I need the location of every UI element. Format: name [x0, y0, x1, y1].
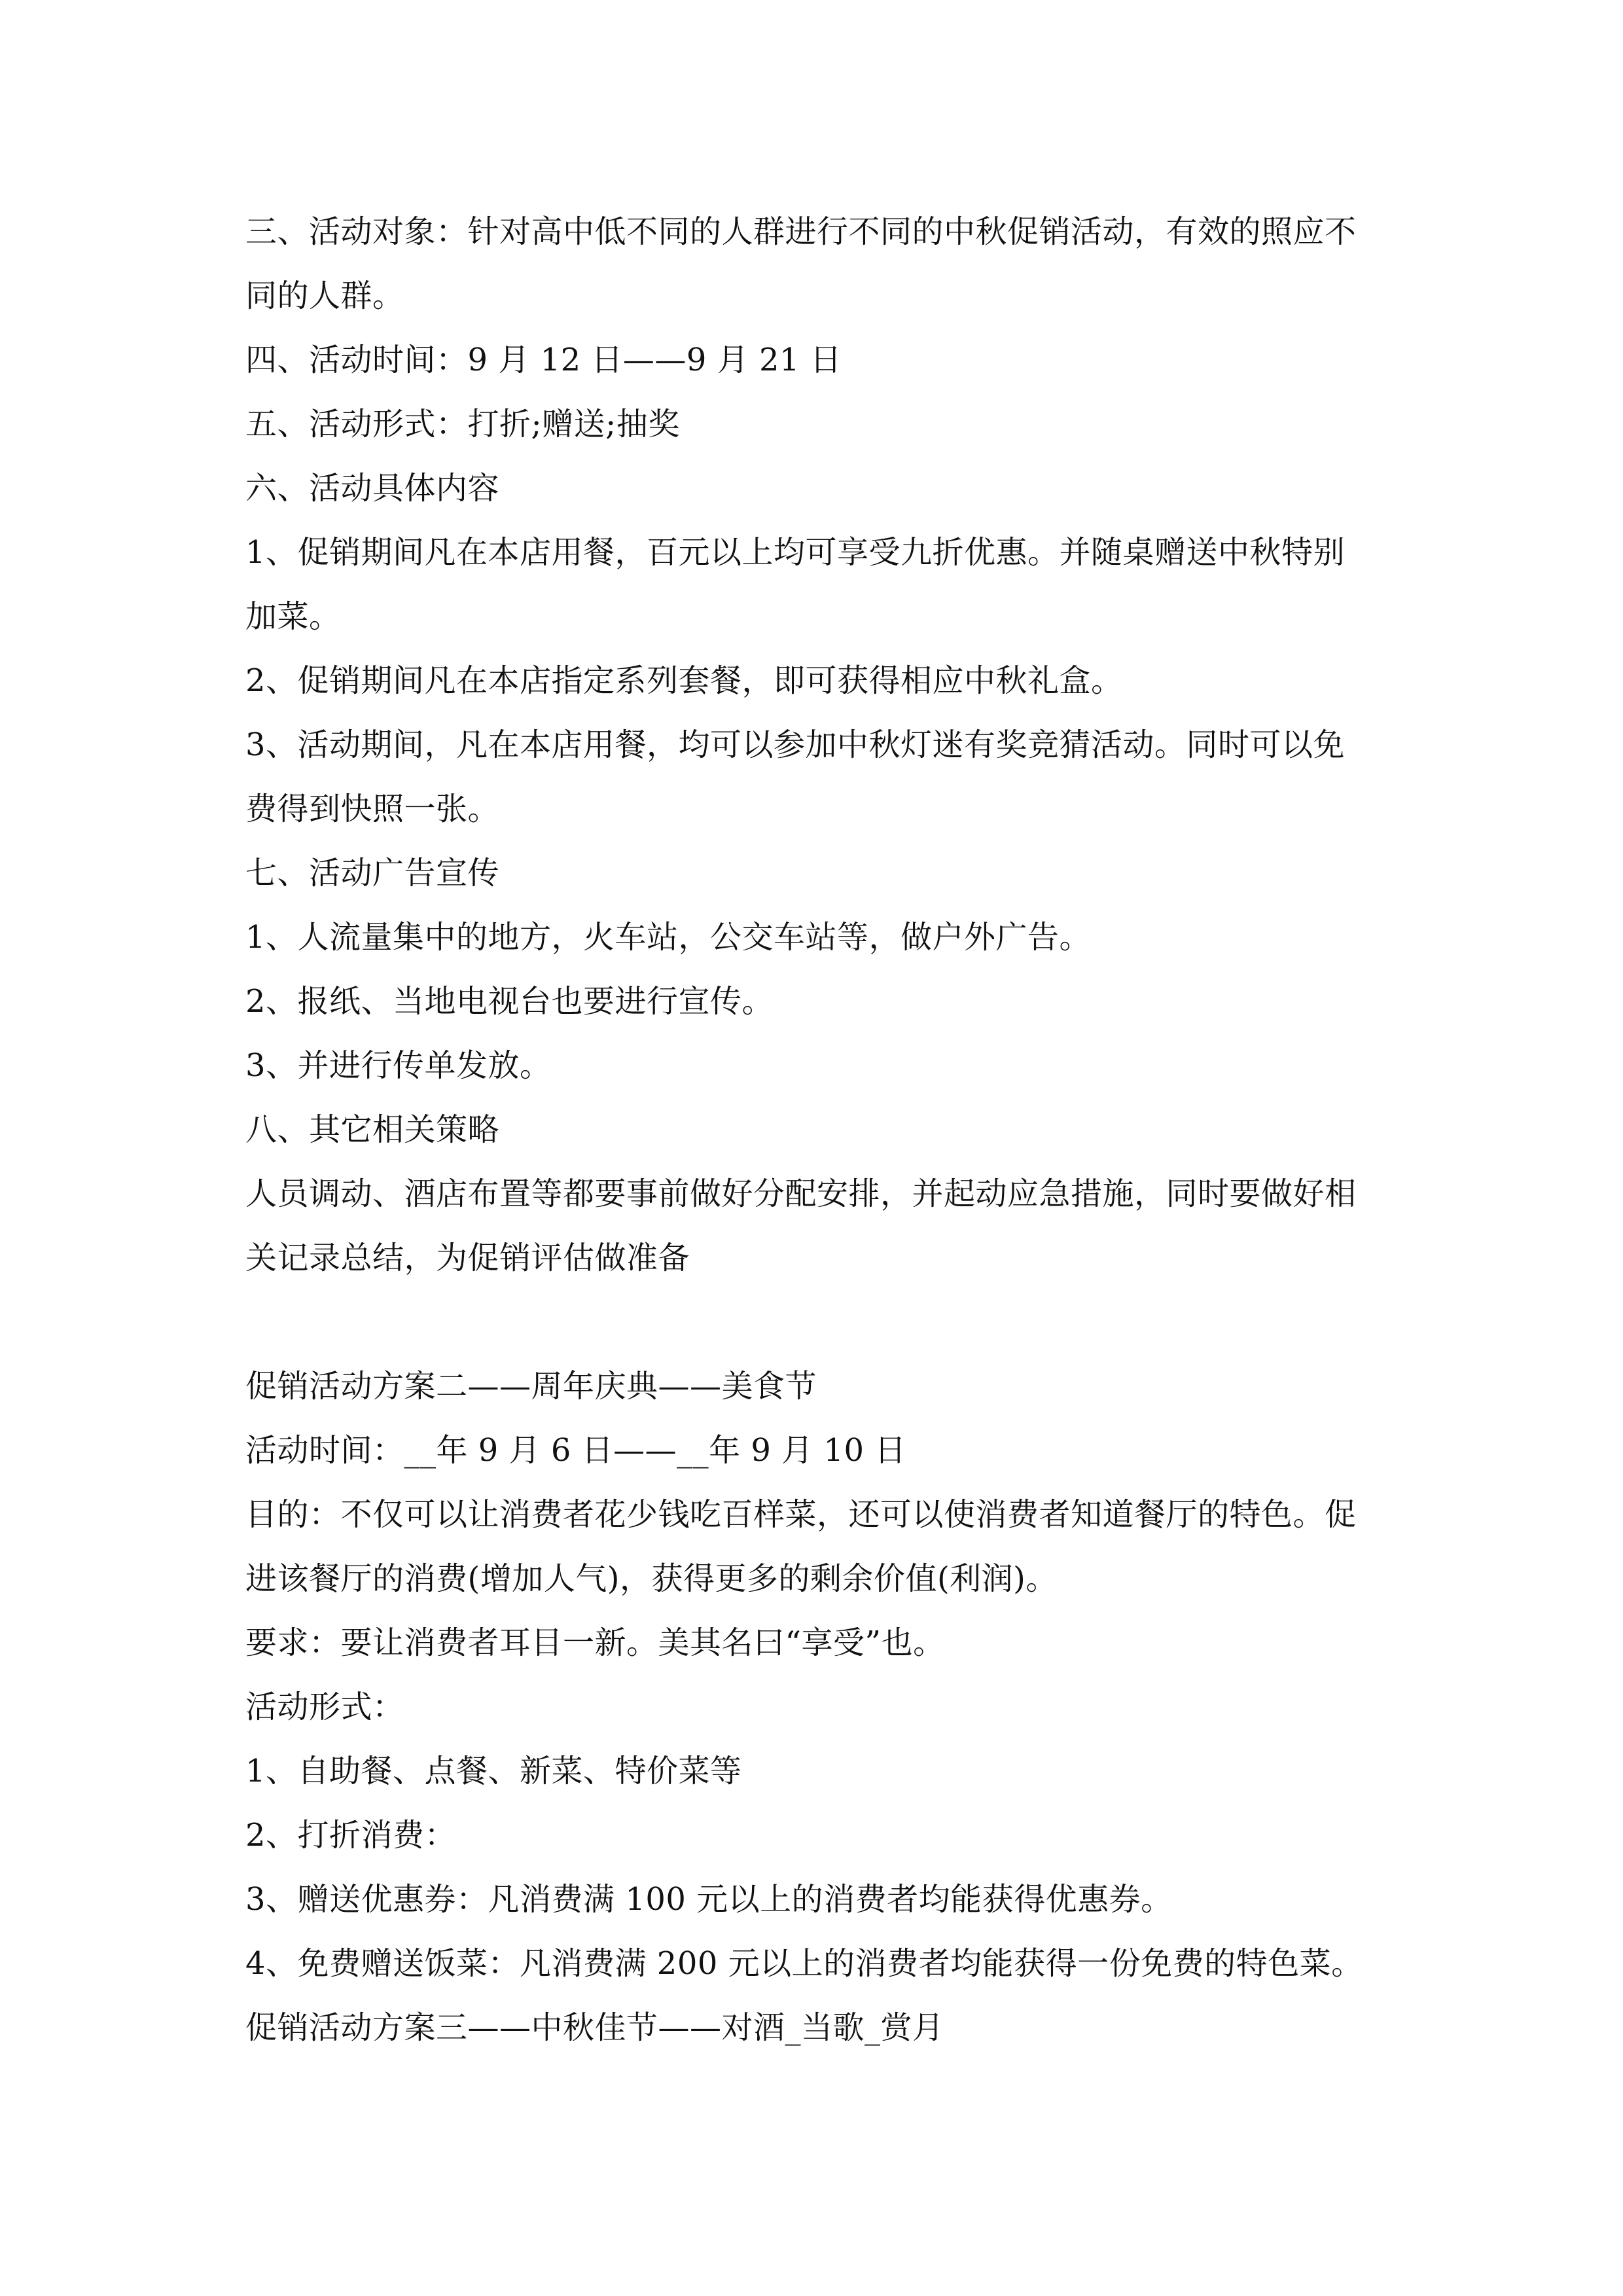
plan-2-requirement: 要求：要让消费者耳目一新。美其名曰“享受”也。 [245, 1624, 945, 1661]
paragraph-gap [245, 1290, 1381, 1354]
section-6-item-1-line-2: 加菜。 [245, 598, 341, 635]
section-3-target-line-1: 三、活动对象：针对高中低不同的人群进行不同的中秋促销活动，有效的照应不 [245, 213, 1357, 250]
section-7-heading: 七、活动广告宣传 [245, 855, 500, 891]
section-5-form: 五、活动形式：打折;赠送;抽奖 [245, 406, 680, 442]
section-6-item-3-line-2: 费得到快照一张。 [245, 791, 500, 827]
plan-2-title: 促销活动方案二——周年庆典——美食节 [245, 1368, 817, 1405]
section-7-item-3: 3、并进行传单发放。 [245, 1047, 552, 1084]
plan-3-title: 促销活动方案三——中秋佳节——对酒_当歌_赏月 [245, 2009, 944, 2046]
plan-2-time: 活动时间：__年 9 月 6 日——__年 9 月 10 日 [245, 1432, 906, 1469]
section-8-text-line-1: 人员调动、酒店布置等都要事前做好分配安排，并起动应急措施，同时要做好相 [245, 1175, 1357, 1212]
plan-2-form-item-3: 3、赠送优惠券：凡消费满 100 元以上的消费者均能获得优惠券。 [245, 1881, 1173, 1918]
section-6-item-3-line-1: 3、活动期间，凡在本店用餐，均可以参加中秋灯迷有奖竞猜活动。同时可以免 [245, 726, 1346, 763]
plan-2-purpose-line-2: 进该餐厅的消费(增加人气)，获得更多的剩余价值(利润)。 [245, 1560, 1058, 1597]
section-7-item-1: 1、人流量集中的地方，火车站，公交车站等，做户外广告。 [245, 919, 1092, 956]
plan-2-purpose-line-1: 目的：不仅可以让消费者花少钱吃百样菜，还可以使消费者知道餐厅的特色。促 [245, 1496, 1357, 1533]
plan-2-form-heading: 活动形式： [245, 1689, 404, 1725]
section-7-item-2: 2、报纸、当地电视台也要进行宣传。 [245, 983, 774, 1020]
section-6-item-1-line-1: 1、促销期间凡在本店用餐，百元以上均可享受九折优惠。并随桌赠送中秋特别 [245, 534, 1346, 571]
section-8-text-line-2: 关记录总结，为促销评估做准备 [245, 1240, 690, 1276]
document-page [245, 200, 1381, 2060]
section-4-time: 四、活动时间：9 月 12 日——9 月 21 日 [245, 342, 842, 378]
section-3-target-line-2: 同的人群。 [245, 278, 404, 314]
plan-2-form-item-4: 4、免费赠送饭菜：凡消费满 200 元以上的消费者均能获得一份免费的特色菜。 [245, 1945, 1363, 1982]
plan-2-form-item-2: 2、打折消费： [245, 1817, 457, 1854]
section-6-heading: 六、活动具体内容 [245, 470, 500, 507]
plan-2-form-item-1: 1、自助餐、点餐、新菜、特价菜等 [245, 1753, 742, 1789]
section-6-item-2: 2、促销期间凡在本店指定系列套餐，即可获得相应中秋礼盒。 [245, 662, 1123, 699]
section-8-heading: 八、其它相关策略 [245, 1111, 500, 1148]
